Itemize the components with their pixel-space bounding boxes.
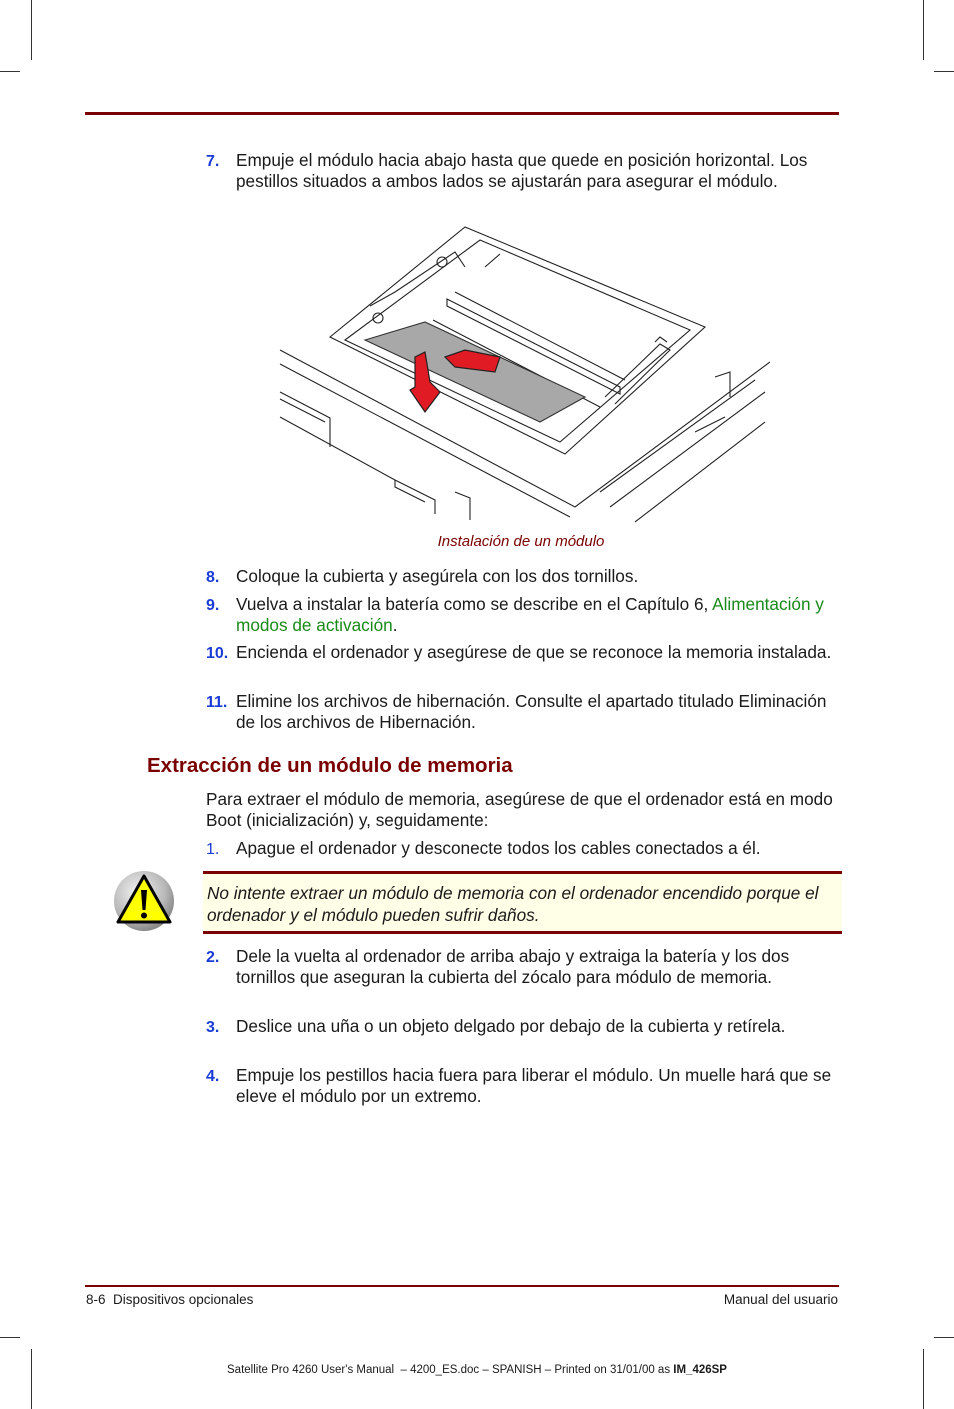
section-heading: Extracción de un módulo de memoria bbox=[147, 754, 513, 777]
list-item bbox=[206, 566, 846, 587]
step-number: 10. bbox=[206, 645, 229, 662]
step-number: 8. bbox=[206, 569, 220, 586]
header-rule bbox=[85, 112, 839, 115]
step-text: Elimine los archivos de hibernación. Consulte el apartado titulado Eliminación de los archivos de Hibernación. bbox=[236, 691, 827, 732]
crop-mark bbox=[934, 1337, 954, 1338]
warning-text: No intente extraer un módulo de memoria con el ordenador encendido porque el ordenador y el módulo pueden sufrir daños. bbox=[207, 883, 819, 925]
footer-page-label: 8-6 Dispositivos opcionales bbox=[86, 1292, 254, 1307]
list-item bbox=[206, 1065, 846, 1107]
warning-icon bbox=[113, 870, 175, 932]
step-text: Empuje el módulo hacia abajo hasta que quede en posición horizontal. Los pestillos situados a ambos lados se ajustarán para asegurar el módulo. bbox=[236, 150, 808, 191]
print-info bbox=[0, 1364, 954, 1376]
step-number: 7. bbox=[206, 153, 220, 170]
crop-mark bbox=[0, 71, 20, 72]
crop-mark bbox=[923, 0, 924, 60]
figure-caption: Instalación de un módulo bbox=[437, 533, 605, 550]
chapter-link[interactable]: Alimentación y modos de activación bbox=[236, 594, 824, 635]
step-text-part: Vuelva a instalar la batería como se describe en el Capítulo 6, bbox=[236, 594, 713, 614]
step-number: 3. bbox=[206, 1019, 220, 1036]
step-text: Deslice una uña o un objeto delgado por debajo de la cubierta y retírela. bbox=[236, 1016, 786, 1036]
list-item bbox=[206, 642, 846, 663]
step-text: Encienda el ordenador y asegúrese de que se reconoce la memoria instalada. bbox=[236, 642, 832, 662]
step-number: 1. bbox=[206, 841, 220, 858]
footer-manual-title: Manual del usuario bbox=[723, 1292, 838, 1307]
section-intro: Para extraer el módulo de memoria, asegúrese de que el ordenador está en modo Boot (inicialización) y, seguidamente: bbox=[206, 789, 833, 830]
warning-box bbox=[203, 871, 842, 934]
step-text: Coloque la cubierta y asegúrela con los dos tornillos. bbox=[236, 566, 639, 586]
footer-rule bbox=[85, 1285, 839, 1287]
crop-mark bbox=[31, 0, 32, 60]
crop-mark bbox=[0, 1337, 20, 1338]
step-text: Dele la vuelta al ordenador de arriba abajo y extraiga la batería y los dos tornillos que aseguran la cubierta del zócalo para módulo de memoria. bbox=[236, 946, 790, 987]
step-text bbox=[236, 594, 846, 636]
crop-mark bbox=[31, 1349, 32, 1409]
print-info-text: Satellite Pro 4260 User's Manual – 4200_ES.doc – SPANISH – Printed on 31/01/00 as bbox=[227, 1364, 674, 1376]
list-item bbox=[206, 150, 846, 192]
list-item bbox=[206, 1016, 846, 1037]
list-item bbox=[206, 594, 846, 636]
step-text: Apague el ordenador y desconecte todos los cables conectados a él. bbox=[236, 838, 761, 858]
memory-module-illustration bbox=[275, 222, 770, 524]
crop-mark bbox=[923, 1349, 924, 1409]
step-number: 11. bbox=[206, 694, 228, 711]
step-text-part: . bbox=[392, 615, 398, 635]
list-item bbox=[206, 691, 846, 733]
step-number: 9. bbox=[206, 597, 220, 614]
list-item bbox=[206, 946, 846, 988]
step-number: 2. bbox=[206, 949, 220, 966]
step-number: 4. bbox=[206, 1068, 220, 1085]
print-code: IM_426SP bbox=[673, 1364, 727, 1376]
list-item bbox=[206, 838, 846, 859]
step-text: Empuje los pestillos hacia fuera para liberar el módulo. Un muelle hará que se eleve el módulo por un extremo. bbox=[236, 1065, 832, 1106]
crop-mark bbox=[934, 71, 954, 72]
